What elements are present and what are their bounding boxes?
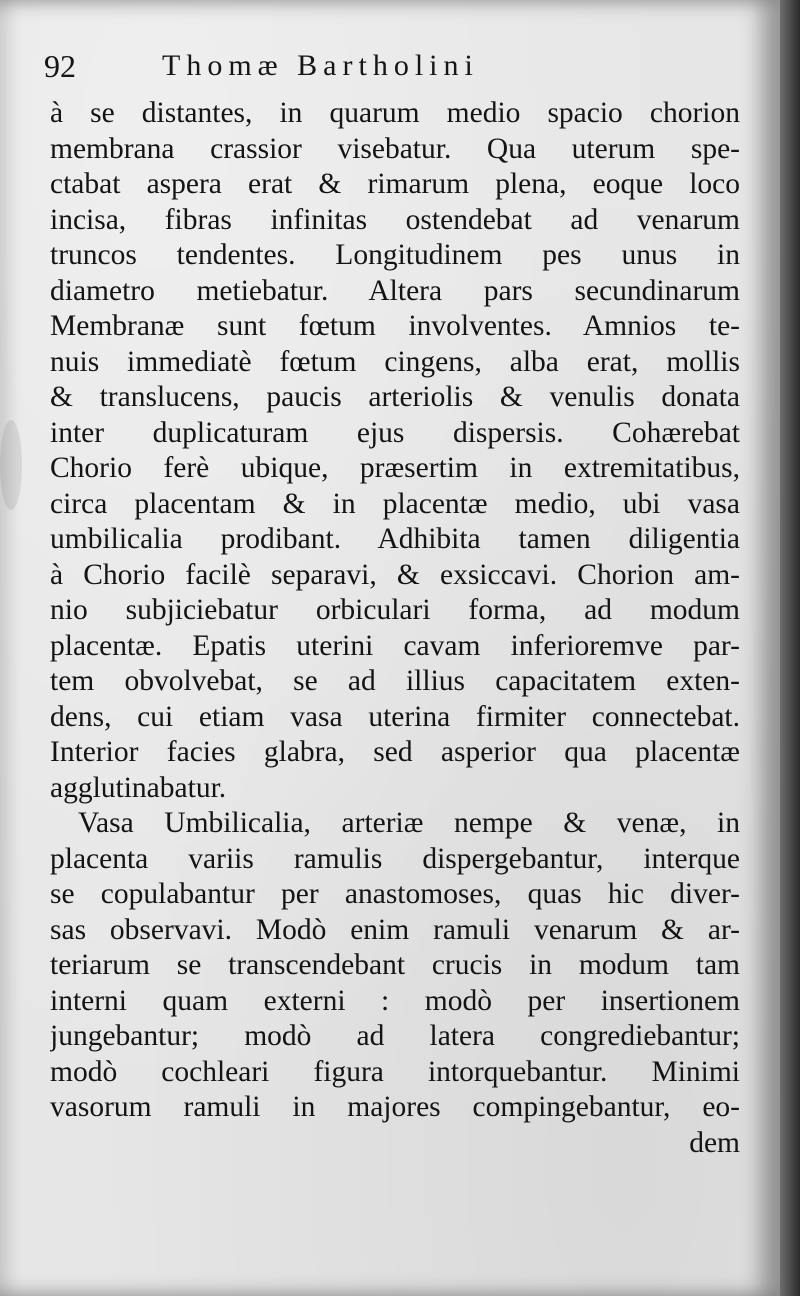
text-line: incisa, fibras infinitas ostendebat ad venarum (50, 203, 740, 236)
text-line: sas observavi. Modò enim ramuli venarum & ar- (50, 913, 740, 946)
text-line: placentæ. Epatis uterini cavam inferioremve par- (50, 629, 740, 662)
text-line: & translucens, paucis arteriolis & venulis donata (50, 381, 740, 413)
text-line: Interior facies glabra, sed asperior qua placentæ (50, 736, 740, 768)
text-line: placenta variis ramulis dispergebantur, interque (50, 842, 740, 875)
text-line: dens, cui etiam vasa uterina firmiter connectebat. (50, 700, 740, 733)
text-line: vasorum ramuli in majores compingebantur, eo- (50, 1091, 740, 1123)
running-head: Thomæ Bartholini (162, 49, 479, 82)
text-line: jungebantur; modò ad latera congrediebantur; (50, 1020, 740, 1052)
text-line: nio subjiciebatur orbiculari forma, ad modum (50, 594, 740, 626)
text-line: umbilicalia prodibant. Adhibita tamen diligentia (50, 523, 740, 555)
page-header (44, 44, 744, 88)
text-line: ctabat aspera erat & rimarum plena, eoque loco (50, 168, 740, 200)
text-line: Membranæ sunt fœtum involventes. Amnios te- (50, 310, 740, 342)
text-line: tem obvolvebat, se ad illius capacitatem exten- (50, 665, 740, 697)
text-line: à se distantes, in quarum medio spacio chorion (50, 97, 740, 129)
text-line: modò cochleari figura intorquebantur. Minimi (50, 1055, 740, 1088)
page-number: 92 (44, 48, 76, 84)
text-line: se copulabantur per anastomoses, quas hic diver- (50, 878, 740, 910)
catchword: dem (689, 1126, 740, 1159)
text-line: Chorio ferè ubique, præsertim in extremitatibus, (50, 452, 740, 484)
body-text (50, 96, 740, 1161)
text-line: nuis immediatè fœtum cingens, alba erat, mollis (50, 345, 740, 378)
book-spine-shadow (780, 0, 800, 1296)
text-line: interni quam externi : modò per insertionem (50, 984, 740, 1017)
text-line-paragraph-start: Vasa Umbilicalia, arteriæ nempe & venæ, in (78, 807, 740, 839)
text-line: diametro metiebatur. Altera pars secundinarum (50, 274, 740, 307)
text-line: circa placentam & in placentæ medio, ubi vasa (50, 487, 740, 520)
page-stain (0, 420, 22, 510)
text-line: à Chorio facilè separavi, & exsiccavi. Chorion am- (50, 558, 740, 591)
text-line: inter duplicaturam ejus dispersis. Cohærebat (50, 416, 740, 449)
text-line: membrana crassior visebatur. Qua uterum spe- (50, 132, 740, 165)
text-line-paragraph-end: agglutinabatur. (50, 771, 227, 804)
text-line: truncos tendentes. Longitudinem pes unus in (50, 239, 740, 271)
text-line: teriarum se transcendebant crucis in modum tam (50, 949, 740, 981)
